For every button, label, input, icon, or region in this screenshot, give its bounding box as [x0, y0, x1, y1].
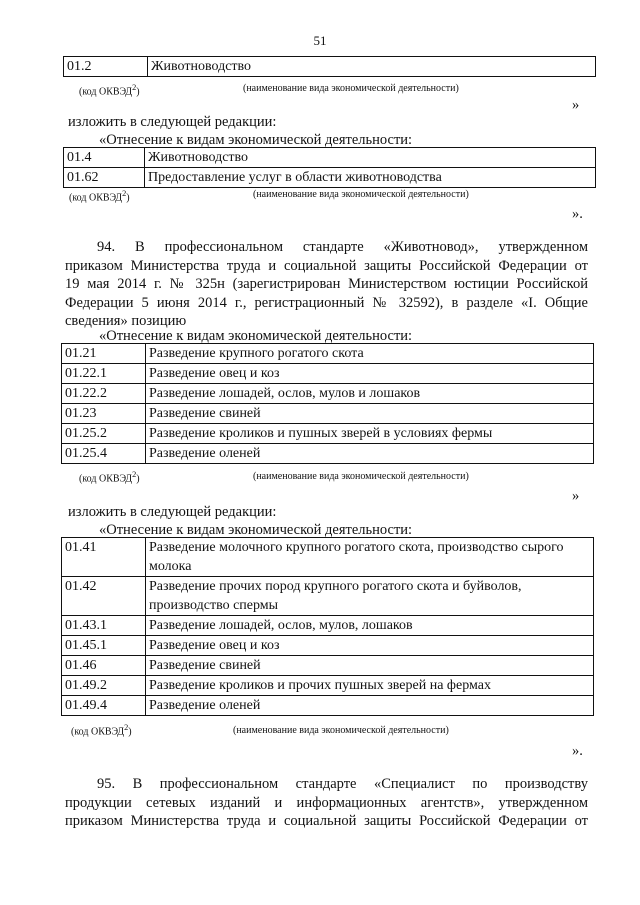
okved-table-old-2 [61, 343, 594, 464]
activity-name-cell: Разведение крупного рогатого скота [146, 344, 594, 364]
paragraph-94 [65, 238, 588, 331]
okved-code-cell: 01.45.1 [62, 636, 146, 656]
activity-name-caption: (наименование вида экономической деятельности) [253, 471, 469, 482]
activity-name-cell: Разведение свиней [146, 656, 594, 676]
okved-table-new-1 [63, 147, 596, 188]
okved-code-caption: (код ОКВЭД$^2$) [71, 723, 132, 738]
activity-name-cell: Разведение лошадей, ослов, мулов и лошаков [146, 384, 594, 404]
activity-name-cell: Разведение овец и коз [146, 636, 594, 656]
paragraph-95 [65, 775, 588, 831]
okved-code-cell: 01.49.2 [62, 676, 146, 696]
okved-code-cell: 01.41 [62, 538, 146, 577]
table-row [62, 616, 594, 636]
activity-name-cell: Разведение оленей [146, 696, 594, 716]
table-row [64, 57, 596, 77]
activity-name-cell: Разведение овец и коз [146, 364, 594, 384]
activity-name-cell: Разведение кроликов и прочих пушных зверей на фермах [146, 676, 594, 696]
okved-code-cell: 01.43.1 [62, 616, 146, 636]
okved-code-cell: 01.2 [64, 57, 148, 77]
table-row [62, 538, 594, 577]
okved-code-caption: (код ОКВЭД$^2$) [69, 189, 130, 204]
activity-name-caption: (наименование вида экономической деятельности) [233, 725, 449, 736]
okved-code-cell: 01.25.4 [62, 444, 146, 464]
activity-name-cell: Животноводство [145, 148, 596, 168]
relation-heading: «Отнесение к видам экономической деятельности: [99, 522, 413, 538]
okved-table-old-1 [63, 56, 596, 77]
okved-code-cell: 01.22.2 [62, 384, 146, 404]
table-row [62, 444, 594, 464]
okved-code-cell: 01.21 [62, 344, 146, 364]
activity-name-caption: (наименование вида экономической деятельности) [253, 189, 469, 200]
paragraph-95-line: приказом Министерства труда и социальной защиты Российской Федерации от [65, 813, 588, 830]
activity-name-cell: Предоставление услуг в области животноводства [145, 168, 596, 188]
activity-name-cell: Разведение лошадей, ослов, мулов, лошаков [146, 616, 594, 636]
page-number: 51 [313, 33, 327, 48]
okved-code-caption: (код ОКВЭД$^2$) [79, 470, 140, 485]
okved-code-cell: 01.46 [62, 656, 146, 676]
okved-code-cell: 01.25.2 [62, 424, 146, 444]
table-row [64, 168, 596, 188]
table-row [62, 344, 594, 364]
closing-quote: » [572, 97, 580, 113]
relation-heading: «Отнесение к видам экономической деятельности: [99, 328, 413, 344]
okved-table-new-2 [61, 537, 594, 716]
table-row [62, 364, 594, 384]
okved-code-cell: 01.49.4 [62, 696, 146, 716]
paragraph-94-line: 94. В профессиональном стандарте «Животновод», утвержденном [97, 239, 588, 255]
table-row [62, 384, 594, 404]
closing-quote-dot: ». [572, 743, 583, 759]
paragraph-94-line: 19 мая 2014 г. № 325н (зарегистрирован Министерством юстиции Российской [65, 276, 588, 293]
replace-instruction: изложить в следующей редакции: [68, 114, 277, 130]
activity-name-cell: Разведение оленей [146, 444, 594, 464]
replace-instruction: изложить в следующей редакции: [68, 504, 277, 520]
activity-name-cell: Разведение молочного крупного рогатого скота, производство сырого молока [146, 538, 594, 577]
table-row [62, 404, 594, 424]
activity-name-cell: Разведение свиней [146, 404, 594, 424]
paragraph-95-line: продукции сетевых изданий и информационных агентств», утвержденном [65, 794, 588, 811]
okved-code-cell: 01.42 [62, 577, 146, 616]
paragraph-94-line: Федерации 5 июня 2014 г., регистрационный № 32592), в разделе «I. Общие [65, 294, 588, 311]
relation-heading: «Отнесение к видам экономической деятельности: [99, 132, 413, 148]
closing-quote-dot: ». [572, 206, 583, 222]
okved-code-cell: 01.4 [64, 148, 145, 168]
activity-name-caption: (наименование вида экономической деятельности) [243, 83, 459, 94]
okved-code-cell: 01.62 [64, 168, 145, 188]
okved-code-caption: (код ОКВЭД$^2$) [79, 83, 140, 98]
activity-name-cell: Разведение кроликов и пушных зверей в условиях фермы [146, 424, 594, 444]
activity-name-cell: Животноводство [148, 57, 596, 77]
table-row [62, 696, 594, 716]
table-row [62, 656, 594, 676]
paragraph-94-line: приказом Министерства труда и социальной защиты Российской Федерации от [65, 257, 588, 274]
paragraph-95-line: 95. В профессиональном стандарте «Специалист по производству [97, 776, 588, 792]
table-row [62, 424, 594, 444]
activity-name-cell: Разведение прочих пород крупного рогатого скота и буйволов, производство спермы [146, 577, 594, 616]
table-row [64, 148, 596, 168]
table-row [62, 577, 594, 616]
okved-code-cell: 01.23 [62, 404, 146, 424]
table-row [62, 676, 594, 696]
paragraph-94-line: сведения» позицию [65, 313, 187, 330]
table-row [62, 636, 594, 656]
closing-quote: » [572, 488, 580, 504]
okved-code-cell: 01.22.1 [62, 364, 146, 384]
